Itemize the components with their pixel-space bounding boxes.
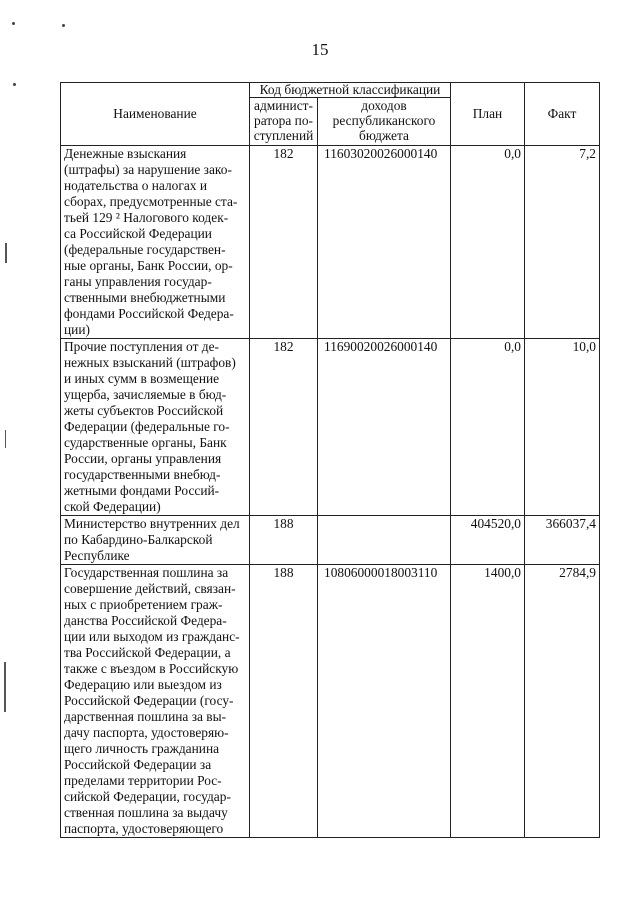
name-line: ской Федерации) — [64, 499, 161, 514]
name-line: ных с приобретением граж- — [64, 597, 223, 612]
name-line: паспорта, удостоверяющего — [64, 821, 224, 836]
name-line: ственными внебюджетными — [64, 290, 226, 305]
name-line: жетными фондами Россий- — [64, 483, 220, 498]
name-line: Государственная пошлина за — [64, 565, 229, 580]
name-line: нодательства о налогах и — [64, 178, 207, 193]
header-admin — [250, 98, 318, 146]
name-line: (федеральные государствен- — [64, 242, 226, 257]
scan-speck — [62, 24, 65, 27]
row-income-code: 11690020026000140 — [318, 339, 451, 516]
name-line: нежных взысканий (штрафов) — [64, 355, 236, 370]
name-line: сударственные органы, Банк — [64, 435, 227, 450]
name-line: (штрафы) за нарушение зако- — [64, 162, 232, 177]
table-row — [61, 565, 600, 838]
header-income — [318, 98, 451, 146]
name-line: сборах, предусмотренные ста- — [64, 194, 238, 209]
row-admin-code: 188 — [250, 565, 318, 838]
row-fact: 2784,9 — [525, 565, 600, 838]
name-line: ганы управления государ- — [64, 274, 212, 289]
name-line: тва Российской Федерации, а — [64, 645, 231, 660]
name-line: Министерство внутренних дел — [64, 516, 240, 531]
header-income-line: бюджета — [359, 128, 409, 143]
name-line: и иных сумм в возмещение — [64, 371, 220, 386]
name-line: са Российской Федерации — [64, 226, 212, 241]
row-admin-code: 182 — [250, 339, 318, 516]
row-plan: 404520,0 — [451, 516, 525, 565]
name-line: по Кабардино-Балкарской — [64, 532, 213, 547]
header-plan: План — [451, 83, 525, 146]
header-admin-line: админист- — [254, 98, 313, 113]
header-income-line: республиканского — [332, 113, 436, 128]
row-fact: 7,2 — [525, 146, 600, 339]
name-line: Прочие поступления от де- — [64, 339, 219, 354]
name-line: Российской Федерации (госу- — [64, 693, 234, 708]
row-fact: 10,0 — [525, 339, 600, 516]
name-line: государственными внебюд- — [64, 467, 221, 482]
name-line: сийской Федерации, государ- — [64, 789, 231, 804]
name-line: Денежные взыскания — [64, 146, 187, 161]
page-number: 15 — [311, 40, 329, 59]
header-income-line: доходов — [361, 98, 407, 113]
header-fact: Факт — [525, 83, 600, 146]
row-plan: 1400,0 — [451, 565, 525, 838]
name-line: совершение действий, связан- — [64, 581, 236, 596]
row-income-code — [318, 516, 451, 565]
name-line: Федерации (федеральные го- — [64, 419, 230, 434]
name-line: Республике — [64, 548, 130, 563]
name-line: также с въездом в Российскую — [64, 661, 239, 676]
name-line: пределами территории Рос- — [64, 773, 222, 788]
binding-mark — [4, 662, 6, 712]
binding-mark — [5, 430, 6, 448]
table-row — [61, 146, 600, 339]
row-name — [61, 565, 250, 838]
name-line: ные органы, Банк России, ор- — [64, 258, 233, 273]
scan-speck — [13, 83, 16, 86]
table-row — [61, 339, 600, 516]
row-admin-code: 188 — [250, 516, 318, 565]
row-name — [61, 146, 250, 339]
name-line: дарственная пошлина за вы- — [64, 709, 227, 724]
name-line: ции или выходом из гражданс- — [64, 629, 240, 644]
row-name — [61, 516, 250, 565]
name-line: щего личность гражданина — [64, 741, 220, 756]
row-plan: 0,0 — [451, 339, 525, 516]
scan-speck — [12, 22, 15, 25]
name-line: жеты субъектов Российской — [64, 403, 224, 418]
name-line: ции) — [64, 322, 90, 337]
row-income-code: 11603020026000140 — [318, 146, 451, 339]
table-row — [61, 516, 600, 565]
name-line: тьей 129 ² Налогового кодек- — [64, 210, 229, 225]
name-line: России, органы управления — [64, 451, 222, 466]
row-fact: 366037,4 — [525, 516, 600, 565]
row-income-code: 10806000018003110 — [318, 565, 451, 838]
name-line: данства Российской Федера- — [64, 613, 227, 628]
name-line: ственная пошлина за выдачу — [64, 805, 228, 820]
row-plan: 0,0 — [451, 146, 525, 339]
header-name: Наименование — [61, 83, 250, 146]
header-row-top — [61, 83, 600, 98]
name-line: дачу паспорта, удостоверяю- — [64, 725, 229, 740]
binding-mark — [5, 243, 7, 263]
header-admin-line: ступлений — [253, 128, 314, 143]
name-line: Федерацию или выездом из — [64, 677, 222, 692]
name-line: ущерба, зачисляемые в бюд- — [64, 387, 227, 402]
row-admin-code: 182 — [250, 146, 318, 339]
name-line: фондами Российской Федера- — [64, 306, 234, 321]
name-line: Российской Федерации за — [64, 757, 212, 772]
row-name — [61, 339, 250, 516]
header-code-group: Код бюджетной классификации — [250, 83, 451, 98]
header-admin-line: ратора по- — [254, 113, 313, 128]
budget-table — [60, 82, 600, 838]
